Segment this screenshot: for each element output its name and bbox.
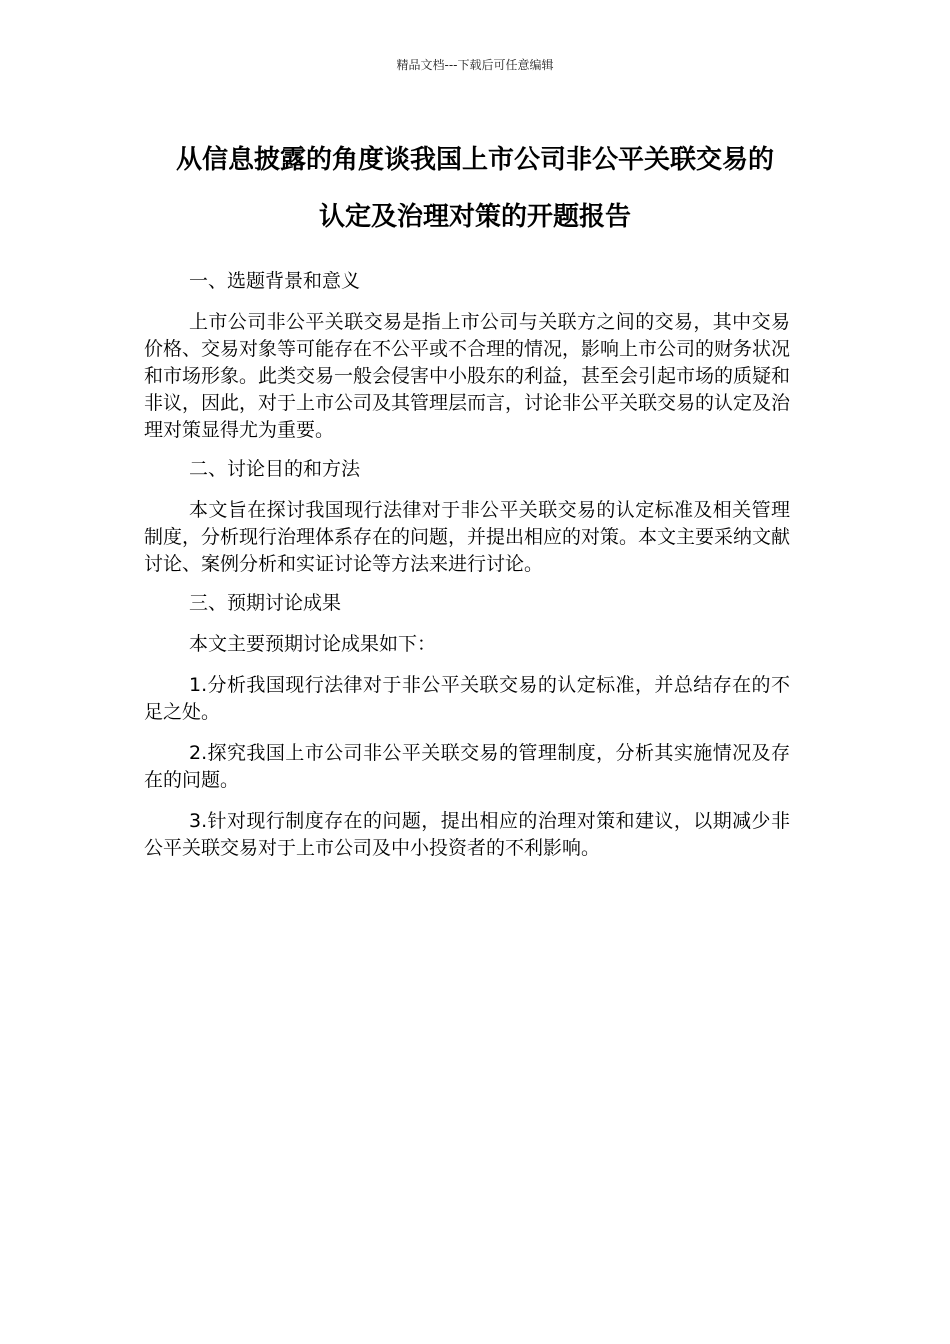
section-3-intro: 本文主要预期讨论成果如下： bbox=[189, 633, 437, 655]
title-line-2: 认定及治理对策的开题报告 bbox=[318, 202, 631, 232]
document-title bbox=[130, 132, 820, 246]
section-1-heading: 一、选题背景和意义 bbox=[189, 270, 361, 292]
result-item-1: 1.分析我国现行法律对于非公平关联交易的认定标准，并总结存在的不足之处。 bbox=[144, 674, 790, 723]
section-2-paragraph: 本文旨在探讨我国现行法律对于非公平关联交易的认定标准及相关管理制度，分析现行治理体系存在的问题，并提出相应的对策。本文主要采纳文献讨论、案例分析和实证讨论等方法来进行讨论。 bbox=[144, 499, 791, 575]
result-item-2: 2.探究我国上市公司非公平关联交易的管理制度，分析其实施情况及存在的问题。 bbox=[144, 742, 790, 791]
section-1-paragraph: 上市公司非公平关联交易是指上市公司与关联方之间的交易，其中交易价格、交易对象等可能存在不公平或不合理的情况，影响上市公司的财务状况和市场形象。此类交易一般会侵害中小股东的利益，甚至会引起市场的质疑和非议，因此，对于上市公司及其管理层而言，讨论非公平关联交易的认定及治理对策显得尤为重要。 bbox=[144, 311, 791, 441]
document-body bbox=[144, 268, 790, 862]
section-2-heading: 二、讨论目的和方法 bbox=[189, 458, 361, 480]
section-3-heading: 三、预期讨论成果 bbox=[189, 592, 342, 614]
result-item-3: 3.针对现行制度存在的问题，提出相应的治理对策和建议，以期减少非公平关联交易对于上市公司及中小投资者的不利影响。 bbox=[144, 810, 790, 859]
title-line-1: 从信息披露的角度谈我国上市公司非公平关联交易的 bbox=[175, 145, 774, 175]
header-note: 精品文档---下载后可任意编辑 bbox=[396, 58, 554, 72]
